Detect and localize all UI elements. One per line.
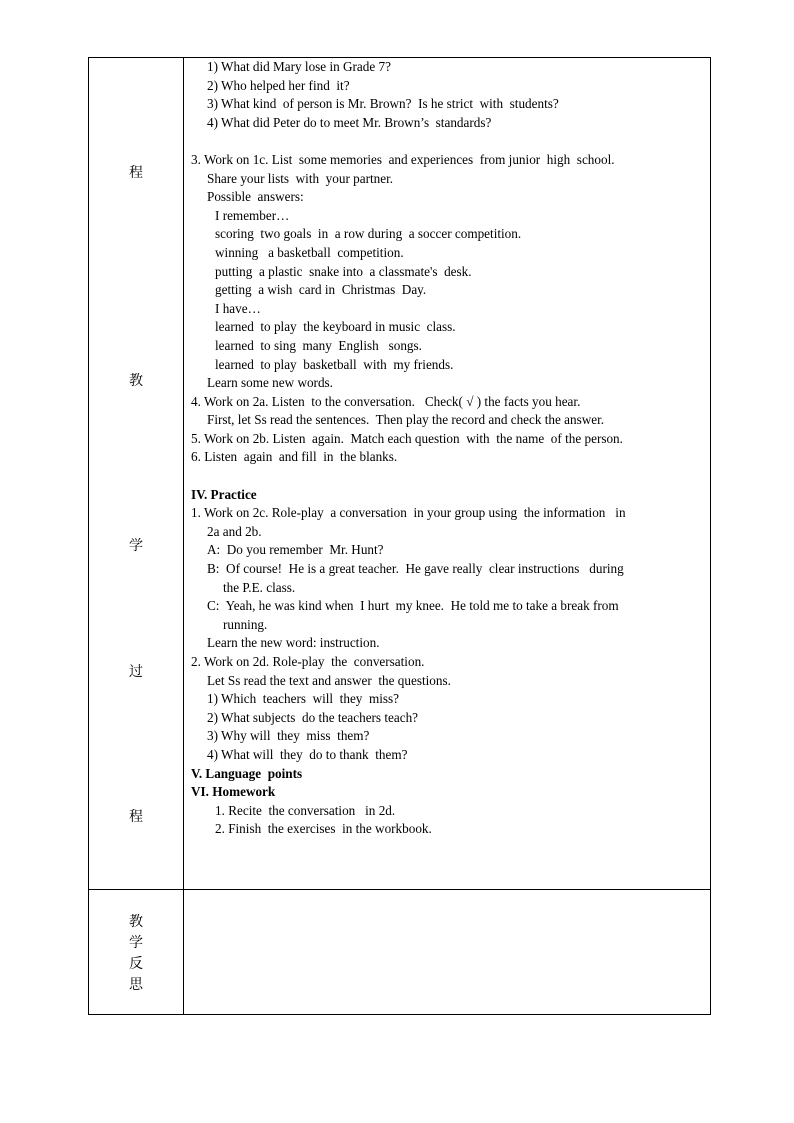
column-divider [183,890,184,1014]
content-line: Learn some new words. [207,375,333,391]
content-line: 4) What did Peter do to meet Mr. Brown’s standards? [207,114,492,130]
content-line: 2. Work on 2d. Role-play the conversation. [191,654,425,669]
content-line: First, let Ss read the sentences. Then play the record and check the answer. [207,412,605,428]
content-line: B: Of course! He is a great teacher. He gave really clear instructions during [207,561,624,577]
lesson-content [191,58,706,839]
reflection-label-char: 反 [129,956,143,972]
content-line: 1. Work on 2c. Role-play a conversation in your group using the information in [191,505,626,521]
side-label-char: 过 [129,664,143,680]
section-heading: V. Language points [191,765,303,781]
content-line: 2) Who helped her find it? [207,77,350,93]
content-line: learned to play basketball with my friends. [215,356,454,372]
content-line: 6. Listen again and fill in the blanks. [191,449,398,465]
reflection-label [89,912,183,996]
reflection-label-char: 思 [129,977,143,993]
blank-line [191,467,706,486]
content-line: running. [223,616,268,632]
content-line: the P.E. class. [223,579,296,595]
content-line: Share your lists with your partner. [207,170,394,186]
side-label-char: 程 [129,809,143,825]
content-line: 1) What did Mary lose in Grade 7? [207,59,391,74]
teaching-process-row [89,58,710,890]
section-heading: VI. Homework [191,784,276,800]
content-line: Let Ss read the text and answer the questions. [207,672,451,688]
blank-line [191,132,706,151]
column-divider [183,58,184,889]
content-line: putting a plastic snake into a classmate's desk. [215,263,472,279]
section-heading: IV. Practice [191,486,257,502]
content-line: learned to sing many English songs. [215,337,422,353]
side-label-char: 学 [129,538,143,554]
content-line: C: Yeah, he was kind when I hurt my knee. He told me to take a break from [207,598,619,614]
content-line: 3. Work on 1c. List some memories and experiences from junior high school. [191,151,615,167]
content-line: Learn the new word: instruction. [207,635,380,651]
content-line: getting a wish card in Christmas Day. [215,282,427,298]
content-line: Possible answers: [207,189,304,205]
content-line: 1. Recite the conversation in 2d. [215,802,396,818]
content-line: 1) Which teachers will they miss? [207,691,400,707]
side-label-char: 程 [129,165,143,181]
content-line: A: Do you remember Mr. Hunt? [207,542,384,558]
content-line: scoring two goals in a row during a soccer competition. [215,226,522,242]
reflection-label-char: 学 [129,935,143,951]
content-line: 2a and 2b. [207,523,262,539]
content-line: learned to play the keyboard in music class. [215,319,456,335]
lesson-plan-table [88,57,711,1015]
content-line: I have… [215,300,261,316]
content-line: 4) What will they do to thank them? [207,746,408,762]
reflection-label-char: 教 [129,914,143,930]
content-line: 5. Work on 2b. Listen again. Match each question with the name of the person. [191,430,623,446]
content-line: 3) Why will they miss them? [207,728,370,744]
side-label-char: 教 [129,373,143,389]
content-line: 3) What kind of person is Mr. Brown? Is he strict with students? [207,96,559,112]
content-line: 2. Finish the exercises in the workbook. [215,821,432,837]
teaching-reflection-row [89,890,710,1014]
content-line: 2) What subjects do the teachers teach? [207,709,419,725]
content-line: I remember… [215,207,290,223]
content-line: 4. Work on 2a. Listen to the conversation. Check( √ ) the facts you hear. [191,393,581,409]
content-line: winning a basketball competition. [215,244,404,260]
